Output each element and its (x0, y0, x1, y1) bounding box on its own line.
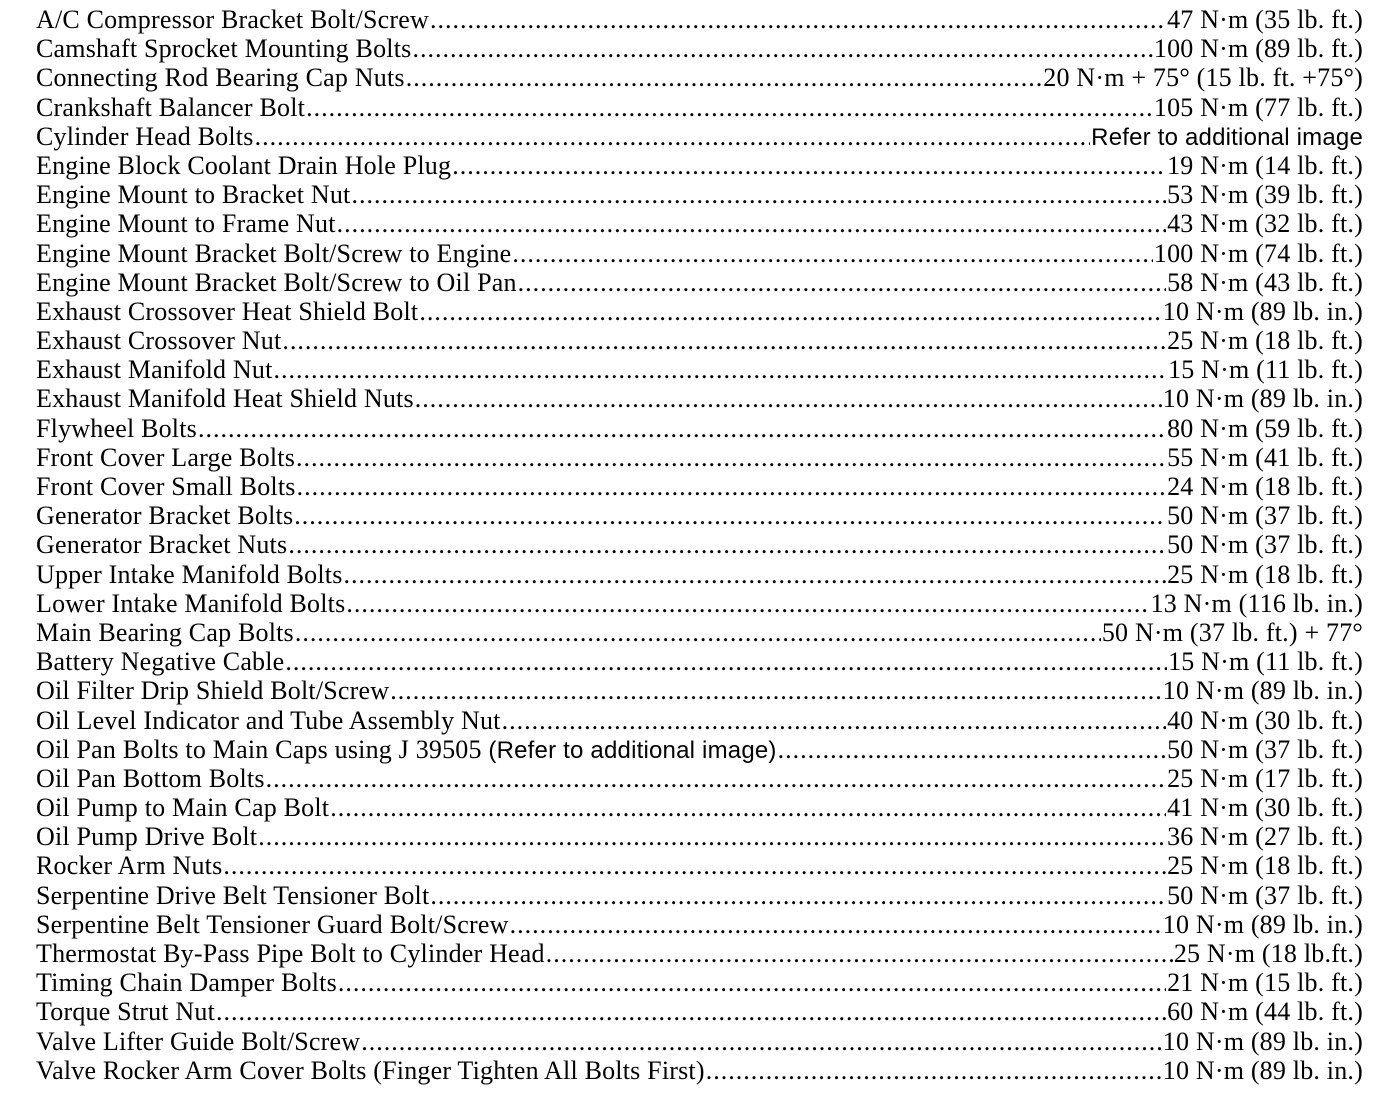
spec-item: Battery Negative Cable (36, 647, 285, 677)
spec-item: Main Bearing Cap Bolts (36, 617, 294, 647)
spec-row (36, 1056, 1363, 1085)
dot-leader (338, 968, 1166, 997)
spec-value: 10 N·m (89 lb. in.) (1162, 384, 1363, 414)
spec-item: Engine Mount Bracket Bolt/Screw to Oil Pan (36, 267, 517, 297)
spec-value: 25 N·m (18 lb. ft.) (1167, 326, 1363, 356)
spec-item: Valve Lifter Guide Bolt/Screw (36, 1026, 361, 1056)
spec-value: 100 N·m (89 lb. ft.) (1153, 34, 1363, 64)
spec-row (36, 93, 1363, 122)
spec-value: 50 N·m (37 lb. ft.) (1167, 880, 1363, 910)
spec-value: 50 N·m (37 lb. ft.) (1167, 530, 1363, 560)
spec-item: Front Cover Large Bolts (36, 442, 296, 472)
dot-leader (288, 530, 1166, 559)
spec-row (36, 997, 1363, 1026)
spec-item: Flywheel Bolts (36, 413, 197, 443)
spec-item: A/C Compressor Bracket Bolt/Screw (36, 5, 429, 34)
spec-row (36, 122, 1363, 151)
spec-item: Thermostat By-Pass Pipe Bolt to Cylinder Head (36, 939, 545, 968)
dot-leader (255, 122, 1091, 151)
spec-value: 36 N·m (27 lb. ft.) (1167, 822, 1363, 852)
spec-item: Engine Mount to Frame Nut (36, 209, 336, 239)
dot-leader (216, 997, 1166, 1026)
spec-row (36, 472, 1363, 501)
spec-row (36, 1027, 1363, 1056)
spec-row (36, 5, 1363, 34)
dot-leader (351, 180, 1166, 209)
dot-leader (452, 151, 1166, 180)
dot-leader (430, 5, 1166, 34)
spec-row (36, 239, 1363, 268)
spec-row (36, 764, 1363, 793)
dot-leader (306, 93, 1153, 122)
spec-item: Serpentine Drive Belt Tensioner Bolt (36, 880, 430, 910)
spec-item: Torque Strut Nut (36, 997, 216, 1027)
spec-value: 25 N·m (17 lb. ft.) (1167, 763, 1363, 793)
spec-row (36, 151, 1363, 180)
spec-item: Oil Pan Bottom Bolts (36, 763, 265, 793)
spec-item: Cylinder Head Bolts (36, 121, 254, 151)
spec-row (36, 355, 1363, 384)
spec-row (36, 851, 1363, 880)
spec-item: Serpentine Belt Tensioner Guard Bolt/Screw (36, 909, 509, 939)
spec-row (36, 63, 1363, 92)
spec-value: 58 N·m (43 lb. ft.) (1167, 267, 1363, 297)
spec-row (36, 881, 1363, 910)
spec-value: 10 N·m (89 lb. in.) (1162, 1026, 1363, 1056)
dot-leader (282, 326, 1166, 355)
spec-row (36, 384, 1363, 413)
spec-item: Exhaust Manifold Heat Shield Nuts (36, 384, 414, 414)
dot-leader (297, 472, 1167, 501)
dot-leader (390, 676, 1162, 705)
dot-leader (285, 647, 1167, 676)
spec-row (36, 618, 1363, 647)
spec-value: 50 N·m (37 lb. ft.) (1167, 501, 1363, 531)
spec-item: Timing Chain Damper Bolts (36, 968, 337, 998)
spec-item: Camshaft Sprocket Mounting Bolts (36, 34, 412, 64)
spec-item: Connecting Rod Bearing Cap Nuts (36, 63, 405, 93)
spec-value: 50 N·m (37 lb. ft.) + 77° (1101, 617, 1363, 647)
spec-item: Generator Bracket Nuts (36, 530, 288, 560)
spec-value: 24 N·m (18 lb. ft.) (1167, 472, 1363, 501)
spec-item (36, 735, 777, 764)
dot-leader (706, 1056, 1162, 1085)
spec-value: 15 N·m (11 lb. ft.) (1168, 355, 1363, 385)
spec-item: Engine Mount to Bracket Nut (36, 180, 351, 210)
spec-value: 25 N·m (18 lb. ft.) (1167, 559, 1363, 589)
spec-item: Engine Block Coolant Drain Hole Plug (36, 150, 452, 180)
spec-row (36, 268, 1363, 297)
spec-row (36, 560, 1363, 589)
spec-row (36, 180, 1363, 209)
spec-value: 53 N·m (39 lb. ft.) (1167, 180, 1363, 210)
dot-leader (294, 501, 1166, 530)
dot-leader (512, 239, 1153, 268)
spec-item: Generator Bracket Bolts (36, 501, 294, 531)
spec-item: Engine Mount Bracket Bolt/Screw to Engine (36, 238, 512, 268)
torque-spec-list (36, 5, 1363, 1085)
dot-leader (274, 355, 1168, 384)
spec-value: 55 N·m (41 lb. ft.) (1167, 442, 1363, 472)
spec-row (36, 706, 1363, 735)
spec-row (36, 676, 1363, 705)
dot-leader (415, 384, 1162, 413)
spec-row (36, 414, 1363, 443)
spec-row (36, 34, 1363, 63)
spec-item-note: (Refer to additional image) (488, 736, 777, 764)
dot-leader (419, 297, 1161, 326)
spec-row (36, 822, 1363, 851)
dot-leader (296, 443, 1166, 472)
spec-item: Oil Filter Drip Shield Bolt/Screw (36, 676, 390, 706)
spec-row (36, 530, 1363, 559)
spec-value: 60 N·m (44 lb. ft.) (1167, 997, 1363, 1027)
spec-value: 41 N·m (30 lb. ft.) (1167, 793, 1363, 823)
dot-leader (337, 209, 1166, 238)
dot-leader (412, 34, 1152, 63)
dot-leader (510, 910, 1162, 939)
dot-leader (223, 851, 1166, 880)
spec-item: Upper Intake Manifold Bolts (36, 559, 343, 589)
dot-leader (330, 793, 1166, 822)
dot-leader (518, 268, 1166, 297)
dot-leader (778, 735, 1166, 764)
spec-row (36, 968, 1363, 997)
spec-row (36, 501, 1363, 530)
spec-value: 100 N·m (74 lb. ft.) (1153, 238, 1363, 268)
dot-leader (258, 822, 1166, 851)
spec-item: Exhaust Manifold Nut (36, 355, 273, 385)
spec-value: 15 N·m (11 lb. ft.) (1168, 647, 1363, 677)
spec-value: 40 N·m (30 lb. ft.) (1167, 705, 1363, 735)
dot-leader (546, 939, 1173, 968)
spec-value: 25 N·m (18 lb.ft.) (1173, 939, 1363, 968)
spec-value: 50 N·m (37 lb. ft.) (1167, 734, 1363, 764)
spec-row (36, 209, 1363, 238)
spec-value: 105 N·m (77 lb. ft.) (1153, 92, 1363, 122)
spec-row (36, 910, 1363, 939)
dot-leader (344, 560, 1167, 589)
spec-value: 10 N·m (89 lb. in.) (1162, 1055, 1363, 1085)
dot-leader (430, 881, 1166, 910)
dot-leader (361, 1027, 1162, 1056)
spec-value: 47 N·m (35 lb. ft.) (1167, 5, 1363, 34)
spec-item: Front Cover Small Bolts (36, 472, 296, 501)
spec-item: Exhaust Crossover Heat Shield Bolt (36, 296, 419, 326)
spec-value: 43 N·m (32 lb. ft.) (1167, 209, 1363, 239)
spec-value: 10 N·m (89 lb. in.) (1162, 909, 1363, 939)
dot-leader (346, 589, 1149, 618)
spec-item-text: Oil Pan Bolts to Main Caps using J 39505 (36, 734, 482, 764)
spec-item: Valve Rocker Arm Cover Bolts (Finger Tighten All Bolts First) (36, 1055, 705, 1085)
spec-value: 10 N·m (89 lb. in.) (1162, 296, 1363, 326)
spec-item: Crankshaft Balancer Bolt (36, 92, 306, 122)
dot-leader (406, 63, 1043, 92)
dot-leader (502, 706, 1167, 735)
spec-row (36, 647, 1363, 676)
spec-item: Rocker Arm Nuts (36, 851, 223, 881)
spec-item: Exhaust Crossover Nut (36, 326, 282, 356)
spec-row (36, 793, 1363, 822)
spec-row (36, 297, 1363, 326)
spec-item: Lower Intake Manifold Bolts (36, 588, 346, 618)
dot-leader (266, 764, 1166, 793)
spec-item: Oil Level Indicator and Tube Assembly Nut (36, 705, 501, 735)
spec-row (36, 939, 1363, 968)
spec-value: 20 N·m + 75° (15 lb. ft. +75°) (1043, 63, 1363, 93)
spec-value: 25 N·m (18 lb. ft.) (1167, 851, 1363, 881)
spec-row (36, 589, 1363, 618)
spec-row (36, 735, 1363, 764)
spec-value: 19 N·m (14 lb. ft.) (1167, 150, 1363, 180)
dot-leader (198, 414, 1166, 443)
dot-leader (295, 618, 1101, 647)
spec-item: Oil Pump Drive Bolt (36, 822, 258, 852)
spec-row (36, 443, 1363, 472)
spec-value: 21 N·m (15 lb. ft.) (1167, 968, 1363, 998)
spec-item: Oil Pump to Main Cap Bolt (36, 793, 330, 823)
spec-row (36, 326, 1363, 355)
spec-value: Refer to additional image (1091, 123, 1363, 151)
spec-value: 10 N·m (89 lb. in.) (1162, 676, 1363, 706)
spec-value: 80 N·m (59 lb. ft.) (1167, 413, 1363, 443)
spec-value: 13 N·m (116 lb. in.) (1150, 588, 1363, 618)
